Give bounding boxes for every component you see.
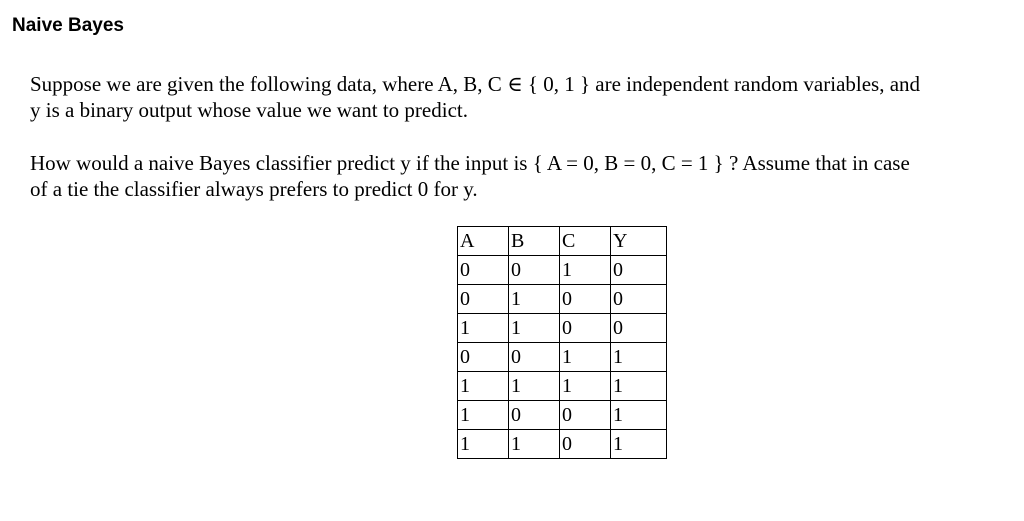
table-cell: 0 [611,285,667,314]
table-cell: 1 [611,401,667,430]
problem-description [30,71,990,123]
table-row [458,256,667,285]
problem-question-line-2: of a tie the classifier always prefers to predict 0 for y. [30,177,478,201]
table-cell: 0 [560,285,611,314]
table-cell: 1 [560,372,611,401]
column-header-c: C [560,227,611,256]
table-cell: 0 [458,285,509,314]
table-row [458,372,667,401]
table-header-row [458,227,667,256]
table-cell: 1 [560,256,611,285]
table-row [458,343,667,372]
column-header-b: B [509,227,560,256]
problem-description-line-2: y is a binary output whose value we want to predict. [30,98,468,122]
table-cell: 1 [560,343,611,372]
table-row [458,314,667,343]
table-cell: 1 [509,314,560,343]
table-cell: 0 [611,314,667,343]
table-cell: 1 [458,401,509,430]
table-cell: 0 [611,256,667,285]
table-cell: 0 [509,256,560,285]
table-row [458,430,667,459]
table-cell: 0 [509,401,560,430]
page-title: Naive Bayes [12,15,124,36]
table-cell: 0 [458,343,509,372]
table-cell: 0 [560,401,611,430]
table-cell: 1 [611,343,667,372]
table-cell: 1 [458,430,509,459]
problem-question [30,150,990,202]
table-cell: 1 [509,372,560,401]
table-cell: 0 [458,256,509,285]
table-cell: 0 [509,343,560,372]
problem-question-line-1: How would a naive Bayes classifier predict y if the input is { A = 0, B = 0, C = 1 } ? Assume that in case [30,151,910,175]
table-row [458,285,667,314]
table-cell: 1 [458,314,509,343]
table-cell: 1 [611,430,667,459]
table-cell: 1 [509,285,560,314]
problem-description-line-1: Suppose we are given the following data, where A, B, C ∈ { 0, 1 } are independent random variables, and [30,72,921,96]
table-row [458,401,667,430]
table-cell: 0 [560,430,611,459]
column-header-y: Y [611,227,667,256]
table-cell: 0 [560,314,611,343]
table-cell: 1 [509,430,560,459]
column-header-a: A [458,227,509,256]
table-cell: 1 [611,372,667,401]
training-data-table [457,226,667,459]
table-cell: 1 [458,372,509,401]
